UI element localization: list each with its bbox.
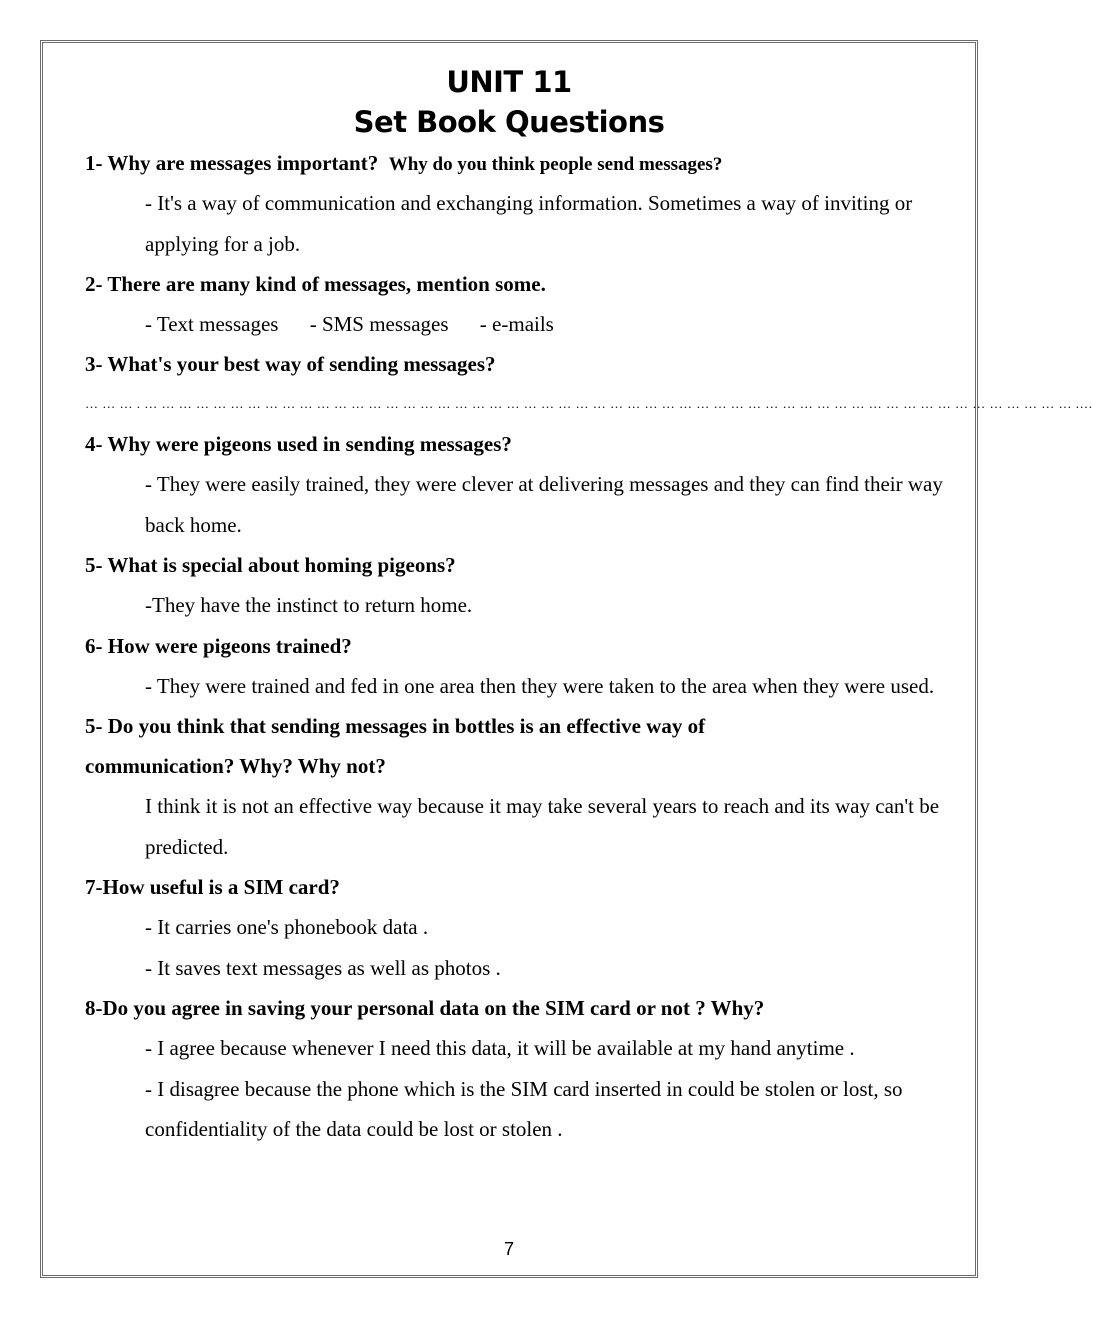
question-2: 2- There are many kind of messages, mention some. [85, 272, 546, 296]
answer-7-item: - It carries one's phonebook data . [145, 915, 429, 939]
question-8: 8-Do you agree in saving your personal data on the SIM card or not ? Why? [85, 996, 765, 1020]
answer-1: - It's a way of communication and exchanging information. Sometimes a way of inviting or applying for a job. [145, 191, 913, 256]
unit-title: UNIT 11 [446, 65, 572, 99]
page-subtitle: Set Book Questions [353, 105, 665, 139]
answer-4: - They were easily trained, they were clever at delivering messages and they can find their way back home. [145, 472, 943, 537]
page-border [40, 40, 1093, 1278]
answer-2-item: - e-mails [479, 312, 554, 336]
answer-2-list [85, 304, 965, 344]
answer-3-blank: … … … . … … … … … … … … … … … … … … … … … … … … … … … … … … … … … … … … … … … … … … … … … … … … … … … … … … … … … … .… [85, 396, 1093, 411]
question-3: 3- What's your best way of sending messages? [85, 352, 496, 376]
question-1-subtext: Why do you think people send messages? [388, 154, 723, 175]
answer-bottles: I think it is not an effective way because it may take several years to reach and its way can't be predicted. [145, 794, 940, 859]
answer-2-item: - Text messages [145, 312, 279, 336]
answer-8-item: - I agree because whenever I need this data, it will be available at my hand anytime . [145, 1036, 855, 1060]
page-number: 7 [503, 1239, 514, 1259]
question-5: 5- What is special about homing pigeons? [85, 553, 456, 577]
question-1-text: 1- Why are messages important? [85, 151, 379, 175]
answer-6: - They were trained and fed in one area then they were taken to the area when they were used. [145, 673, 935, 698]
question-4: 4- Why were pigeons used in sending messages? [85, 432, 512, 456]
question-6: 6- How were pigeons trained? [85, 633, 352, 658]
question-bottles-line-2: communication? Why? Why not? [85, 754, 386, 778]
answer-2-item: - SMS messages [309, 312, 449, 336]
answer-7-item: - It saves text messages as well as photos . [145, 955, 501, 980]
question-bottles-line-1: 5- Do you think that sending messages in bottles is an effective way of [85, 714, 706, 738]
question-1 [85, 143, 965, 183]
question-7: 7-How useful is a SIM card? [85, 875, 340, 899]
answer-5: -They have the instinct to return home. [145, 593, 473, 617]
questions-list [85, 143, 1093, 1150]
answer-8-item: - I disagree because the phone which is the SIM card inserted in could be stolen or lost, so confidentiality of the data could be lost or stolen . [145, 1076, 903, 1141]
